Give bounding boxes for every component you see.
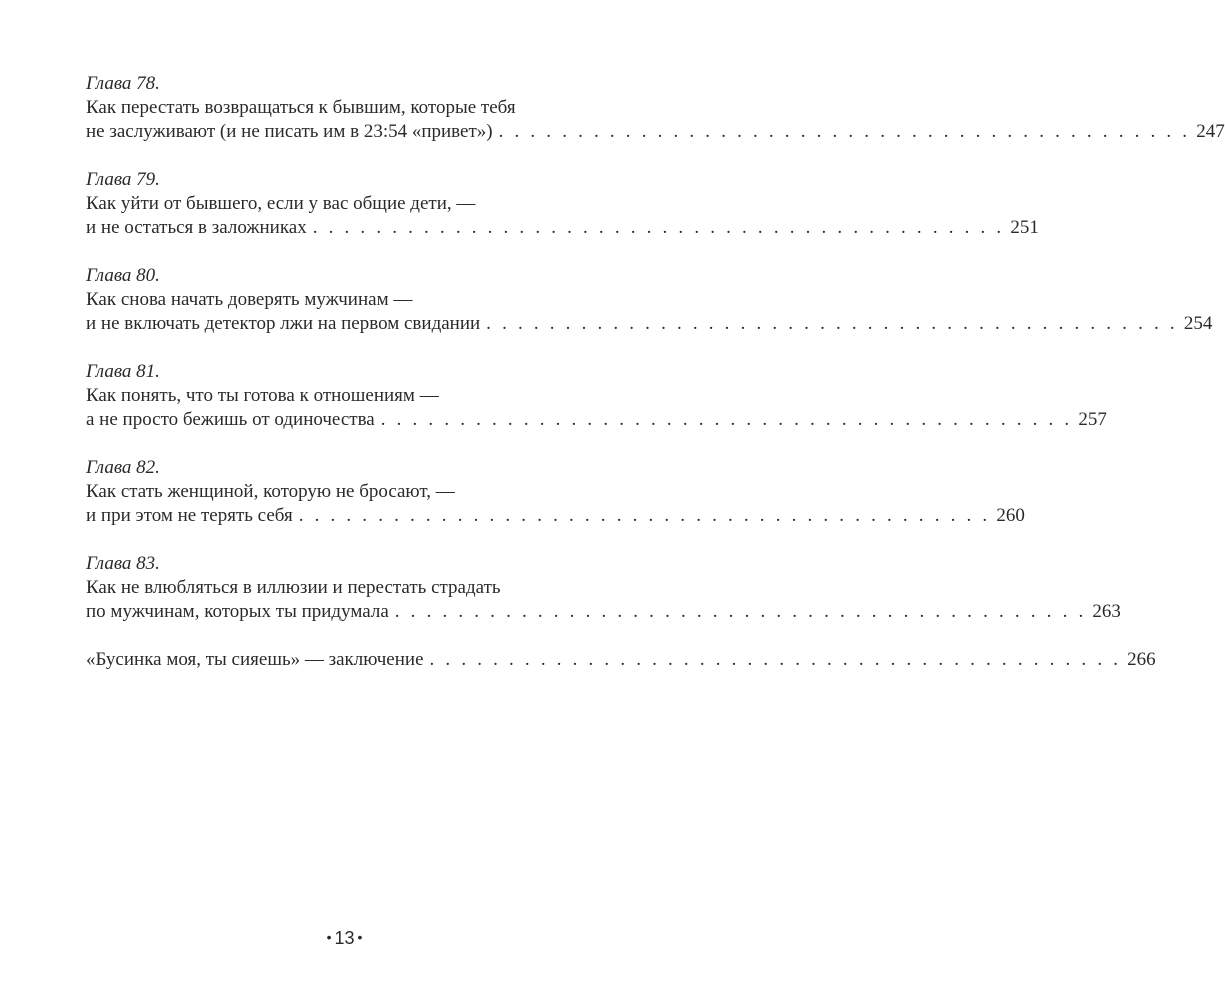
chapter-title-last-line — [86, 408, 1107, 432]
toc-entry-conclusion — [86, 648, 1156, 672]
page-number-ref: 266 — [1127, 649, 1156, 670]
chapter-label: Глава 82. — [86, 457, 160, 478]
conclusion-title: «Бусинка моя, ты сияешь» — заключение — [86, 649, 424, 670]
chapter-title-last-line — [86, 504, 1025, 528]
chapter-title-text: и не включать детектор лжи на первом свидании — [86, 313, 481, 334]
chapter-title-last-line — [86, 312, 1213, 336]
toc-entry-chapter-78 — [86, 72, 1225, 144]
dot-leader: . . . . . . . . . . . . . . . . . . . . . . . . . . . . . . . . . . . . . . . . . . . . — [498, 121, 1191, 142]
chapter-label: Глава 81. — [86, 361, 160, 382]
dot-leader: . . . . . . . . . . . . . . . . . . . . . . . . . . . . . . . . . . . . . . . . . . . . — [298, 505, 991, 526]
page-folio — [0, 928, 689, 949]
dot-leader: . . . . . . . . . . . . . . . . . . . . . . . . . . . . . . . . . . . . . . . . . . . . — [312, 217, 1005, 238]
toc-entry-chapter-81 — [86, 360, 1107, 432]
page-number-ref: 254 — [1183, 313, 1213, 334]
dot-leader: . . . . . . . . . . . . . . . . . . . . . . . . . . . . . . . . . . . . . . . . . . . . — [380, 409, 1073, 430]
chapter-title-text: а не просто бежишь от одиночества — [86, 409, 375, 430]
page-number-ref: 251 — [1010, 217, 1039, 238]
page-number-ref: 257 — [1078, 409, 1107, 430]
chapter-title-line: Как снова начать доверять мужчинам — — [86, 289, 413, 310]
chapter-label: Глава 83. — [86, 553, 160, 574]
folio-bullet-left: • — [326, 929, 332, 945]
chapter-label: Глава 79. — [86, 169, 160, 190]
chapter-title-line: Как понять, что ты готова к отношениям — — [86, 385, 439, 406]
page-number-ref: 247 — [1196, 121, 1225, 142]
toc-entry-chapter-80 — [86, 264, 1213, 336]
dot-leader: . . . . . . . . . . . . . . . . . . . . . . . . . . . . . . . . . . . . . . . . . . . . — [429, 649, 1122, 670]
chapter-title-last-line — [86, 216, 1039, 240]
conclusion-line — [86, 648, 1156, 672]
chapter-label: Глава 78. — [86, 73, 160, 94]
chapter-title-line: Как стать женщиной, которую не бросают, — — [86, 481, 455, 502]
chapter-title-line: Как перестать возвращаться к бывшим, которые тебя — [86, 97, 516, 118]
dot-leader: . . . . . . . . . . . . . . . . . . . . . . . . . . . . . . . . . . . . . . . . . . . . — [486, 313, 1178, 334]
page-number-ref: 260 — [996, 505, 1025, 526]
chapter-title-last-line — [86, 600, 1121, 624]
dot-leader: . . . . . . . . . . . . . . . . . . . . . . . . . . . . . . . . . . . . . . . . . . . . — [394, 601, 1087, 622]
chapter-title-line: Как уйти от бывшего, если у вас общие дети, — — [86, 193, 476, 214]
toc-entry-chapter-79 — [86, 168, 1039, 240]
chapter-title-line: Как не влюбляться в иллюзии и перестать страдать — [86, 577, 501, 598]
page-number-ref: 263 — [1092, 601, 1121, 622]
chapter-title-text: по мужчинам, которых ты придумала — [86, 601, 389, 622]
chapter-label: Глава 80. — [86, 265, 160, 286]
chapter-title-text: и при этом не терять себя — [86, 505, 293, 526]
toc-entry-chapter-83 — [86, 552, 1121, 624]
table-of-contents — [86, 72, 1225, 696]
folio-number: 13 — [334, 928, 355, 948]
folio-bullet-right: • — [357, 929, 363, 945]
toc-entry-chapter-82 — [86, 456, 1025, 528]
chapter-title-text: и не остаться в заложниках — [86, 217, 307, 238]
chapter-title-last-line — [86, 120, 1225, 144]
chapter-title-text: не заслуживают (и не писать им в 23:54 «привет») — [86, 121, 493, 142]
